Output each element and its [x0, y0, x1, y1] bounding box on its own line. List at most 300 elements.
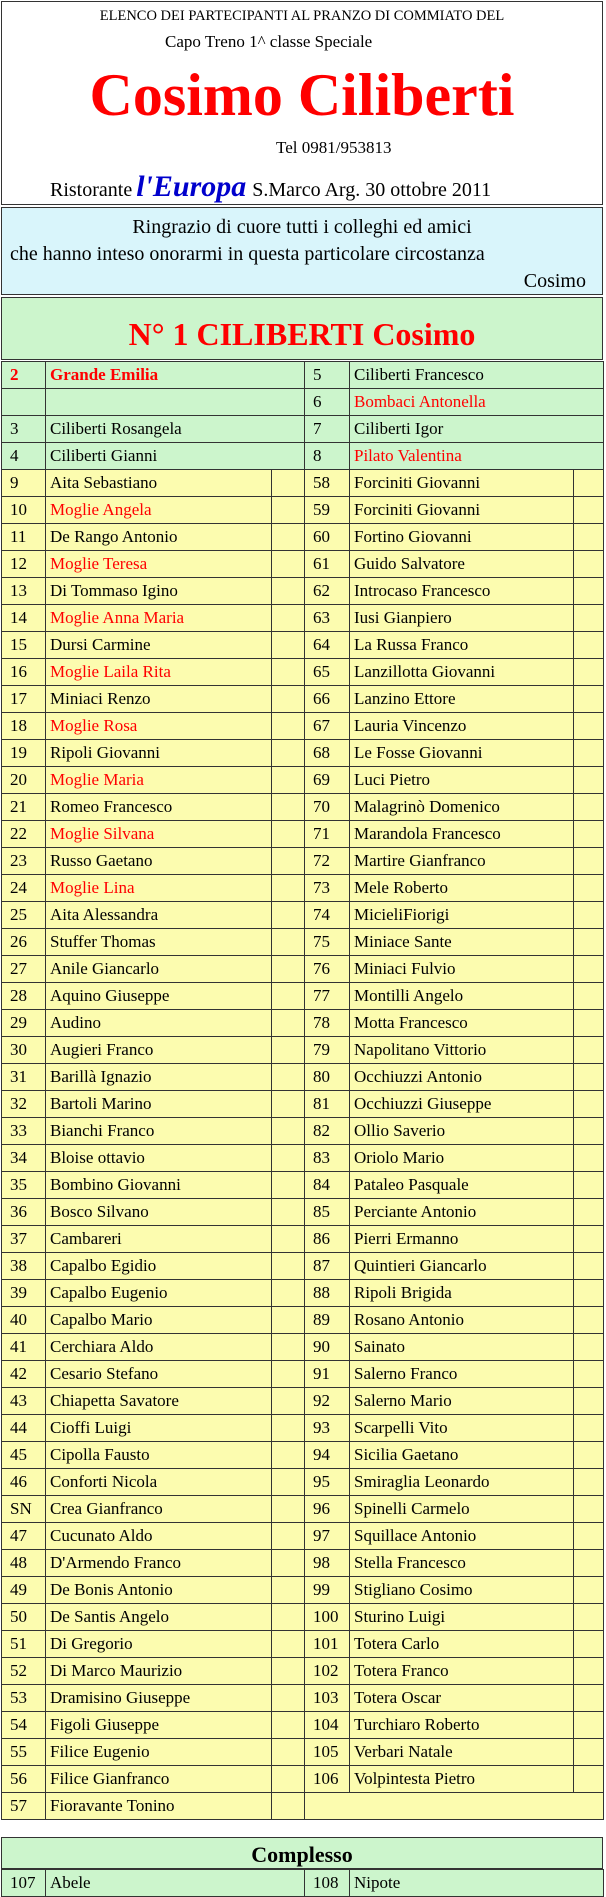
right-name: Ciliberti Francesco [350, 362, 604, 389]
right-name: Motta Francesco [350, 1010, 574, 1037]
right-name: Scarpelli Vito [350, 1415, 574, 1442]
table-title-box [1, 297, 603, 360]
right-name: Introcaso Francesco [350, 578, 574, 605]
family-row [2, 389, 604, 416]
left-number: 30 [2, 1037, 46, 1064]
complesso-row [2, 1870, 604, 1897]
guest-row [2, 983, 604, 1010]
right-number: 95 [305, 1469, 350, 1496]
left-number: 20 [2, 767, 46, 794]
left-spacer [272, 470, 305, 497]
right-spacer [574, 1010, 604, 1037]
left-spacer [272, 1172, 305, 1199]
left-number: 43 [2, 1388, 46, 1415]
right-spacer [574, 524, 604, 551]
thanks-line1: Ringrazio di cuore tutti i colleghi ed amici [132, 216, 472, 238]
right-spacer [574, 1037, 604, 1064]
right-number: 69 [305, 767, 350, 794]
right-spacer [574, 1388, 604, 1415]
left-name: Chiapetta Savatore [46, 1388, 272, 1415]
guest-row [2, 1199, 604, 1226]
left-spacer [272, 1253, 305, 1280]
right-spacer [574, 767, 604, 794]
right-name: Sainato [350, 1334, 574, 1361]
right-spacer [574, 1415, 604, 1442]
left-name: Moglie Maria [46, 767, 272, 794]
left-number: 45 [2, 1442, 46, 1469]
right-number: 64 [305, 632, 350, 659]
guest-row [2, 1577, 604, 1604]
left-spacer [272, 686, 305, 713]
guest-row [2, 632, 604, 659]
right-spacer [574, 1550, 604, 1577]
guest-row [2, 1145, 604, 1172]
left-name: Bartoli Marino [46, 1091, 272, 1118]
right-number: 67 [305, 713, 350, 740]
left-number: 48 [2, 1550, 46, 1577]
left-number: 17 [2, 686, 46, 713]
right-number: 79 [305, 1037, 350, 1064]
right-number: 74 [305, 902, 350, 929]
right-name: Mele Roberto [350, 875, 574, 902]
right-name: Fortino Giovanni [350, 524, 574, 551]
left-spacer [272, 1739, 305, 1766]
guest-row [2, 956, 604, 983]
left-spacer [272, 1145, 305, 1172]
left-spacer [272, 713, 305, 740]
left-name: Fioravante Tonino [46, 1793, 272, 1820]
left-spacer [272, 875, 305, 902]
right-number: 78 [305, 1010, 350, 1037]
guest-row [2, 1469, 604, 1496]
left-name: Filice Gianfranco [46, 1766, 272, 1793]
left-spacer [272, 659, 305, 686]
right-number: 103 [305, 1685, 350, 1712]
left-spacer [272, 1685, 305, 1712]
right-spacer [574, 605, 604, 632]
left-number: 39 [2, 1280, 46, 1307]
right-spacer [574, 1469, 604, 1496]
guest-row [2, 1361, 604, 1388]
right-number: 7 [305, 416, 350, 443]
left-spacer [272, 1793, 305, 1820]
right-spacer [574, 632, 604, 659]
left-name: Moglie Angela [46, 497, 272, 524]
left-number: 47 [2, 1523, 46, 1550]
thanks-box [1, 207, 603, 295]
left-number: 38 [2, 1253, 46, 1280]
left-number: 27 [2, 956, 46, 983]
left-number: 19 [2, 740, 46, 767]
right-number: 73 [305, 875, 350, 902]
left-number: 26 [2, 929, 46, 956]
left-spacer [272, 983, 305, 1010]
right-spacer [574, 1172, 604, 1199]
guest-row [2, 1172, 604, 1199]
guest-row [2, 605, 604, 632]
left-name: Moglie Laila Rita [46, 659, 272, 686]
left-spacer [272, 767, 305, 794]
left-number: 55 [2, 1739, 46, 1766]
left-spacer [272, 1307, 305, 1334]
right-spacer [574, 983, 604, 1010]
right-number: 8 [305, 443, 350, 470]
right-name: Iusi Gianpiero [350, 605, 574, 632]
guest-row [2, 1766, 604, 1793]
right-name: Guido Salvatore [350, 551, 574, 578]
right-name: Squillace Antonio [350, 1523, 574, 1550]
left-number: 10 [2, 497, 46, 524]
right-name: Stigliano Cosimo [350, 1577, 574, 1604]
header-name: Cosimo Ciliberti [89, 62, 515, 128]
left-number: 51 [2, 1631, 46, 1658]
right-number: 5 [305, 362, 350, 389]
left-spacer [272, 1415, 305, 1442]
right-spacer [574, 1091, 604, 1118]
left-name: Dramisino Giuseppe [46, 1685, 272, 1712]
right-number: 85 [305, 1199, 350, 1226]
guest-row [2, 686, 604, 713]
left-name: Bloise ottavio [46, 1145, 272, 1172]
guest-row [2, 1253, 604, 1280]
right-spacer [574, 1334, 604, 1361]
right-name: Totera Franco [350, 1658, 574, 1685]
left-name: Dursi Carmine [46, 632, 272, 659]
header-restaurant-line [50, 170, 491, 204]
right-name: Miniace Sante [350, 929, 574, 956]
left-name: Ripoli Giovanni [46, 740, 272, 767]
guest-row [2, 821, 604, 848]
left-number: 36 [2, 1199, 46, 1226]
left-number: 18 [2, 713, 46, 740]
right-number: 90 [305, 1334, 350, 1361]
right-name: Lanzino Ettore [350, 686, 574, 713]
left-name: Bosco Silvano [46, 1199, 272, 1226]
left-name: Cucunato Aldo [46, 1523, 272, 1550]
guest-row [2, 848, 604, 875]
complesso-title: Complesso [251, 1842, 353, 1867]
left-name: Audino [46, 1010, 272, 1037]
left-number: 29 [2, 1010, 46, 1037]
left-name: Grande Emilia [46, 362, 305, 389]
left-name: Moglie Silvana [46, 821, 272, 848]
guest-row [2, 1037, 604, 1064]
right-name: Sturino Luigi [350, 1604, 574, 1631]
left-number: 32 [2, 1091, 46, 1118]
left-number [2, 389, 46, 416]
left-name: Stuffer Thomas [46, 929, 272, 956]
guest-row [2, 1415, 604, 1442]
left-name: De Bonis Antonio [46, 1577, 272, 1604]
right-number: 101 [305, 1631, 350, 1658]
left-number: 46 [2, 1469, 46, 1496]
right-name: Occhiuzzi Antonio [350, 1064, 574, 1091]
left-spacer [272, 902, 305, 929]
left-name: Di Gregorio [46, 1631, 272, 1658]
left-spacer [272, 1226, 305, 1253]
left-spacer [272, 551, 305, 578]
left-name: Ciliberti Rosangela [46, 416, 305, 443]
left-number: 31 [2, 1064, 46, 1091]
guest-row [2, 902, 604, 929]
left-name: Di Marco Maurizio [46, 1658, 272, 1685]
right-name: Luci Pietro [350, 767, 574, 794]
right-spacer [574, 1766, 604, 1793]
right-spacer [574, 1712, 604, 1739]
participants-table-body [2, 362, 604, 1820]
right-number: 83 [305, 1145, 350, 1172]
right-spacer [574, 821, 604, 848]
right-spacer [574, 1145, 604, 1172]
right-name: Verbari Natale [350, 1739, 574, 1766]
right-number: 89 [305, 1307, 350, 1334]
right-spacer [574, 740, 604, 767]
right-spacer [574, 1280, 604, 1307]
guest-row [2, 1280, 604, 1307]
left-spacer [272, 1010, 305, 1037]
left-spacer [272, 1280, 305, 1307]
right-name: Marandola Francesco [350, 821, 574, 848]
right-spacer [574, 1577, 604, 1604]
right-spacer [574, 794, 604, 821]
right-name: Malagrinò Domenico [350, 794, 574, 821]
left-spacer [272, 1361, 305, 1388]
right-name: Occhiuzzi Giuseppe [350, 1091, 574, 1118]
right-name: Lauria Vincenzo [350, 713, 574, 740]
guest-row [2, 875, 604, 902]
right-spacer [574, 578, 604, 605]
right-number: 70 [305, 794, 350, 821]
right-spacer [574, 1739, 604, 1766]
guest-row [2, 767, 604, 794]
complesso-right-name: Nipote [350, 1870, 604, 1897]
left-name: Aquino Giuseppe [46, 983, 272, 1010]
left-number: 23 [2, 848, 46, 875]
right-spacer [574, 1199, 604, 1226]
right-spacer [574, 1118, 604, 1145]
guest-row [2, 1604, 604, 1631]
left-name: D'Armendo Franco [46, 1550, 272, 1577]
right-name: Napolitano Vittorio [350, 1037, 574, 1064]
right-spacer [574, 659, 604, 686]
right-name: Martire Gianfranco [350, 848, 574, 875]
left-number: 14 [2, 605, 46, 632]
right-number: 88 [305, 1280, 350, 1307]
right-number: 93 [305, 1415, 350, 1442]
left-spacer [272, 956, 305, 983]
right-name: Pierri Ermanno [350, 1226, 574, 1253]
left-number: 54 [2, 1712, 46, 1739]
left-number: 3 [2, 416, 46, 443]
right-name: Le Fosse Giovanni [350, 740, 574, 767]
left-number: 28 [2, 983, 46, 1010]
left-number: 24 [2, 875, 46, 902]
guest-row [2, 740, 604, 767]
left-spacer [272, 524, 305, 551]
guest-row [2, 1091, 604, 1118]
right-number: 91 [305, 1361, 350, 1388]
right-spacer [574, 1442, 604, 1469]
guest-row [2, 1388, 604, 1415]
right-name: Sicilia Gaetano [350, 1442, 574, 1469]
right-number: 104 [305, 1712, 350, 1739]
guest-row [2, 794, 604, 821]
right-spacer [574, 1253, 604, 1280]
right-number: 99 [305, 1577, 350, 1604]
table-title: N° 1 CILIBERTI Cosimo [128, 316, 476, 352]
left-name: Moglie Anna Maria [46, 605, 272, 632]
left-spacer [272, 605, 305, 632]
left-number: SN [2, 1496, 46, 1523]
right-name: Stella Francesco [350, 1550, 574, 1577]
left-spacer [272, 1496, 305, 1523]
participants-table [1, 361, 604, 1820]
restaurant-label: Ristorante [50, 179, 133, 201]
guest-row [2, 551, 604, 578]
left-number: 41 [2, 1334, 46, 1361]
header-line1: ELENCO DEI PARTECIPANTI AL PRANZO DI COMMIATO DEL [99, 8, 505, 24]
left-name: Aita Alessandra [46, 902, 272, 929]
guest-row [2, 497, 604, 524]
right-number: 75 [305, 929, 350, 956]
place-date: S.Marco Arg. 30 ottobre 2011 [252, 179, 492, 201]
left-name: Cerchiara Aldo [46, 1334, 272, 1361]
thanks-signature: Cosimo [523, 270, 586, 292]
right-number: 60 [305, 524, 350, 551]
left-spacer [272, 1577, 305, 1604]
left-name: Miniaci Renzo [46, 686, 272, 713]
guest-row [2, 1064, 604, 1091]
right-name: Miniaci Fulvio [350, 956, 574, 983]
right-name: La Russa Franco [350, 632, 574, 659]
right-spacer [574, 956, 604, 983]
left-name: Figoli Giuseppe [46, 1712, 272, 1739]
right-number: 76 [305, 956, 350, 983]
right-number: 94 [305, 1442, 350, 1469]
left-spacer [272, 1469, 305, 1496]
right-name: Spinelli Carmelo [350, 1496, 574, 1523]
left-spacer [272, 1118, 305, 1145]
right-number: 100 [305, 1604, 350, 1631]
left-spacer [272, 632, 305, 659]
guest-row [2, 1739, 604, 1766]
left-number: 57 [2, 1793, 46, 1820]
left-name: Conforti Nicola [46, 1469, 272, 1496]
right-spacer [574, 902, 604, 929]
right-name: Ollio Saverio [350, 1118, 574, 1145]
left-spacer [272, 1523, 305, 1550]
header-line2: Capo Treno 1^ classe Speciale [165, 32, 373, 51]
guest-row [2, 1685, 604, 1712]
right-number: 105 [305, 1739, 350, 1766]
guest-row [2, 1631, 604, 1658]
guest-row [2, 1010, 604, 1037]
left-name: Capalbo Mario [46, 1307, 272, 1334]
right-name: Ripoli Brigida [350, 1280, 574, 1307]
right-number: 81 [305, 1091, 350, 1118]
left-name: Moglie Lina [46, 875, 272, 902]
right-name: Forciniti Giovanni [350, 470, 574, 497]
right-number: 106 [305, 1766, 350, 1793]
right-spacer [574, 929, 604, 956]
complesso-left-name: Abele [46, 1870, 305, 1897]
left-number: 53 [2, 1685, 46, 1712]
left-number: 40 [2, 1307, 46, 1334]
left-number: 11 [2, 524, 46, 551]
left-name: Bianchi Franco [46, 1118, 272, 1145]
right-number: 102 [305, 1658, 350, 1685]
guest-row [2, 1793, 604, 1820]
right-spacer [574, 1361, 604, 1388]
left-spacer [272, 1064, 305, 1091]
right-name: Forciniti Giovanni [350, 497, 574, 524]
left-spacer [272, 497, 305, 524]
left-name: De Rango Antonio [46, 524, 272, 551]
right-number: 68 [305, 740, 350, 767]
right-spacer [574, 875, 604, 902]
left-spacer [272, 578, 305, 605]
left-spacer [272, 1766, 305, 1793]
right-name: Ciliberti Igor [350, 416, 604, 443]
right-number: 98 [305, 1550, 350, 1577]
left-number: 37 [2, 1226, 46, 1253]
left-name: Aita Sebastiano [46, 470, 272, 497]
left-name: Anile Giancarlo [46, 956, 272, 983]
right-number: 86 [305, 1226, 350, 1253]
right-number: 80 [305, 1064, 350, 1091]
left-name: Capalbo Eugenio [46, 1280, 272, 1307]
left-name: Moglie Teresa [46, 551, 272, 578]
right-number: 72 [305, 848, 350, 875]
complesso-left-number: 107 [2, 1870, 46, 1897]
right-name: Quintieri Giancarlo [350, 1253, 574, 1280]
right-number: 61 [305, 551, 350, 578]
guest-row [2, 1550, 604, 1577]
left-number: 21 [2, 794, 46, 821]
left-number: 34 [2, 1145, 46, 1172]
left-spacer [272, 848, 305, 875]
right-name: MicieliFiorigi [350, 902, 574, 929]
left-number: 12 [2, 551, 46, 578]
left-name: Barillà Ignazio [46, 1064, 272, 1091]
guest-row [2, 1712, 604, 1739]
guest-row [2, 1334, 604, 1361]
left-number: 2 [2, 362, 46, 389]
left-number: 35 [2, 1172, 46, 1199]
left-spacer [272, 1199, 305, 1226]
right-spacer [574, 686, 604, 713]
guest-row [2, 1442, 604, 1469]
left-number: 4 [2, 443, 46, 470]
guest-row [2, 1523, 604, 1550]
guest-row [2, 1226, 604, 1253]
left-number: 42 [2, 1361, 46, 1388]
left-spacer [272, 1091, 305, 1118]
right-name: Turchiaro Roberto [350, 1712, 574, 1739]
left-spacer [272, 1658, 305, 1685]
right-number: 87 [305, 1253, 350, 1280]
right-number: 6 [305, 389, 350, 416]
left-number: 22 [2, 821, 46, 848]
right-number [305, 1793, 604, 1820]
left-spacer [272, 1631, 305, 1658]
right-name: Pilato Valentina [350, 443, 604, 470]
right-spacer [574, 551, 604, 578]
left-name: Bombino Giovanni [46, 1172, 272, 1199]
right-name: Smiraglia Leonardo [350, 1469, 574, 1496]
left-spacer [272, 929, 305, 956]
right-number: 77 [305, 983, 350, 1010]
